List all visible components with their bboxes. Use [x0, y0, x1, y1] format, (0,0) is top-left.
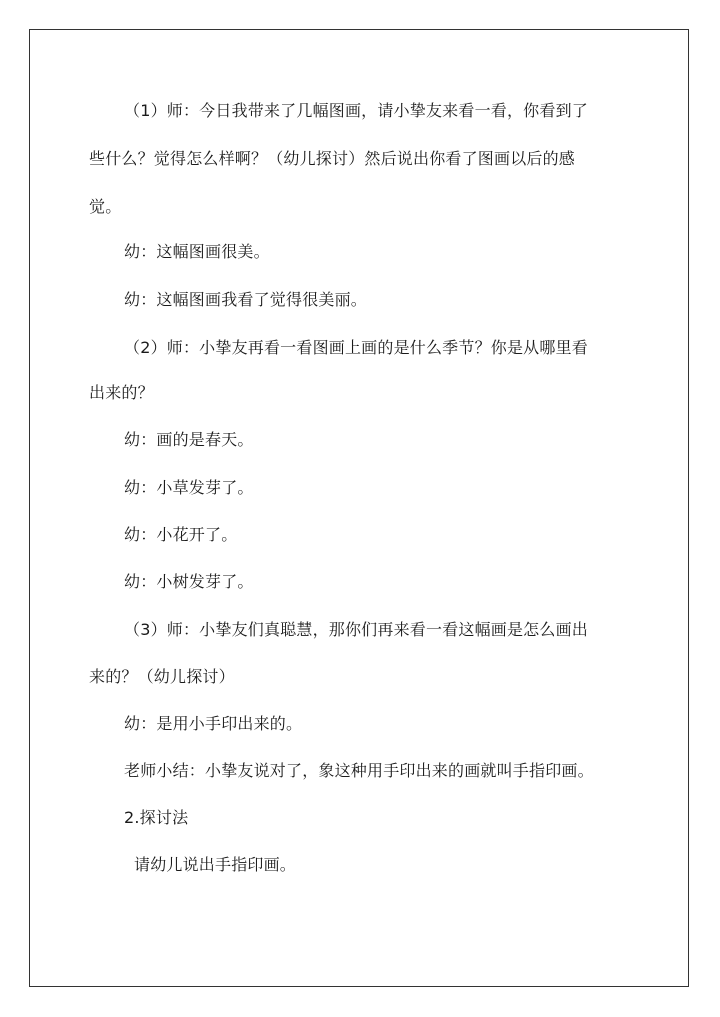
page-border	[29, 29, 689, 987]
text-line: 幼：小草发芽了。	[124, 478, 254, 497]
text-line: 幼：小树发芽了。	[124, 572, 254, 591]
text-line: 幼：画的是春天。	[124, 430, 254, 449]
section-heading: 2.探讨法	[124, 808, 189, 827]
text-line: （2）师：小挚友再看一看图画上画的是什么季节？你是从哪里看	[124, 338, 588, 357]
text-line: （1）师：今日我带来了几幅图画，请小挚友来看一看，你看到了	[124, 101, 588, 120]
text-line: 幼：是用小手印出来的。	[124, 714, 303, 733]
text-line: 来的？（幼儿探讨）	[89, 667, 235, 686]
text-line: 请幼儿说出手指印画。	[134, 855, 297, 874]
text-line: 幼：这幅图画我看了觉得很美丽。	[124, 290, 368, 309]
text-line: 老师小结：小挚友说对了，象这种用手印出来的画就叫手指印画。	[124, 761, 594, 780]
text-line: 幼：这幅图画很美。	[124, 242, 270, 261]
text-line: （3）师：小挚友们真聪慧，那你们再来看一看这幅画是怎么画出	[124, 620, 588, 639]
text-line: 出来的？	[89, 383, 154, 402]
text-line: 幼：小花开了。	[124, 525, 238, 544]
text-line: 些什么？觉得怎么样啊？（幼儿探讨）然后说出你看了图画以后的感	[89, 149, 576, 168]
text-line: 觉。	[89, 197, 122, 216]
